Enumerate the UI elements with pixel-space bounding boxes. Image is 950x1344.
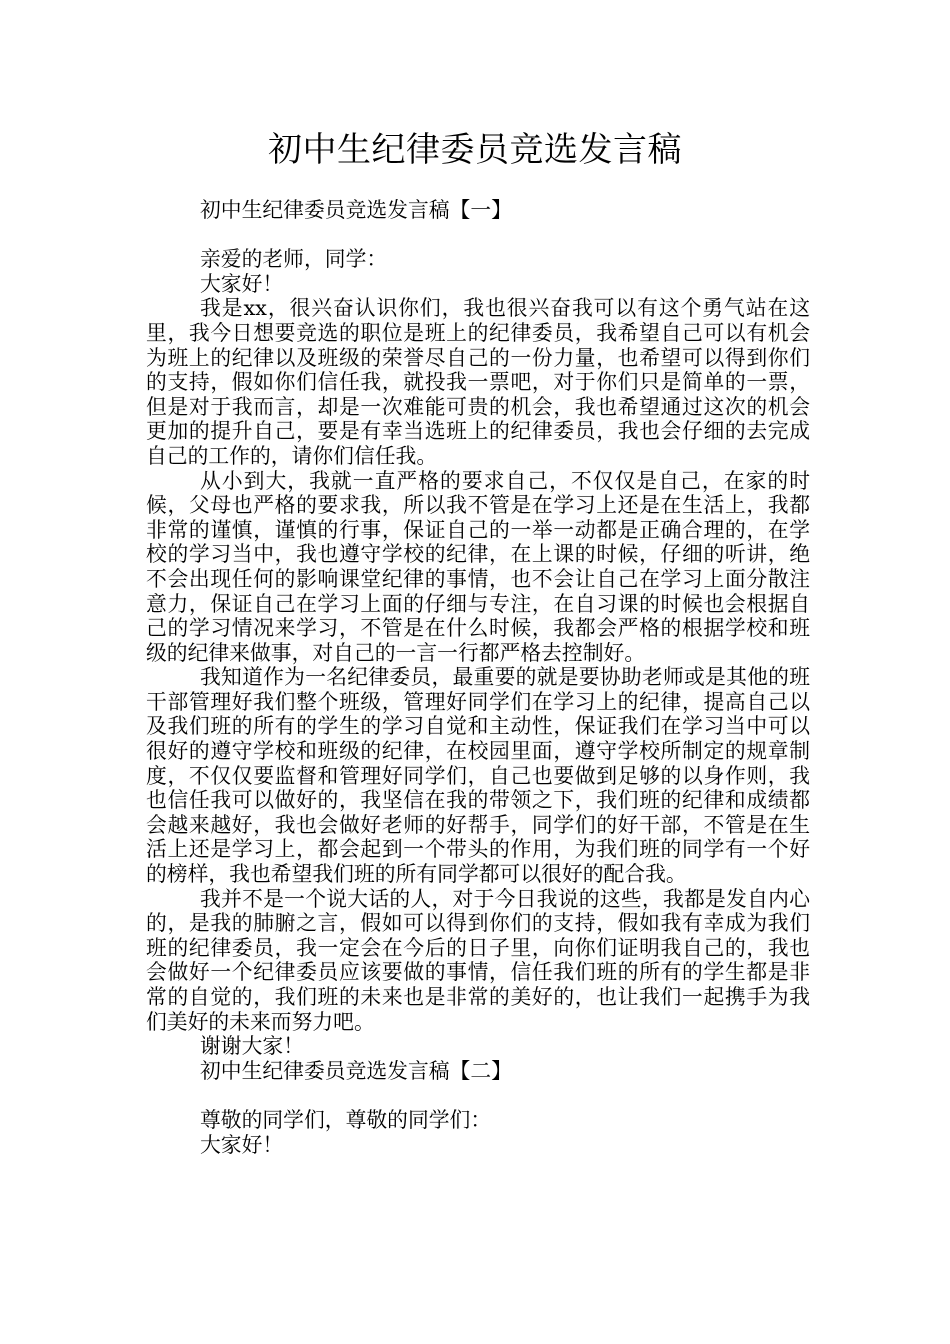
paragraph-4: 我并不是一个说大话的人，对于今日我说的这些，我都是发自内心的，是我的肺腑之言，假如可以得到你们的支持，假如我有幸成为我们班的纪律委员，我一定会在今后的日子里，向你们证明我自己的，我也会做好一个纪律委员应该要做的事情，信任我们班的所有的学生都是非常的自觉的，我们班的未来也是非常的美好的，也让我们一起携手为我们美好的未来而努力吧。 — [146, 886, 810, 1034]
greeting-one: 亲爱的老师，同学： — [200, 247, 388, 272]
paragraph-1: 我是xx，很兴奋认识你们，我也很兴奋我可以有这个勇气站在这里，我今日想要竞选的职位是班上的纪律委员，我希望自己可以有机会为班上的纪律以及班级的荣誉尽自己的一份力量，也希望可以得到你们的支持，假如你们信任我，就投我一票吧，对于你们只是简单的一票，但是对于我而言，却是一次难能可贵的机会，我也希望通过这次的机会更加的提升自己，要是有幸当选班上的纪律委员，我也会仔细的去完成自己的工作的，请你们信任我。 — [146, 296, 810, 468]
paragraph-2: 从小到大，我就一直严格的要求自己，不仅仅是自己，在家的时候，父母也严格的要求我，所以我不管是在学习上还是在生活上，我都非常的谨慎，谨慎的行事，保证自己的一举一动都是正确合理的，在学校的学习当中，我也遵守学校的纪律，在上课的时候，仔细的听讲，绝不会出现任何的影响课堂纪律的事情，也不会让自己在学习上面分散注意力，保证自己在学习上面的仔细与专注，在自习课的时候也会根据自己的学习情况来学习，不管是在什么时候，我都会严格的根据学校和班级的纪律来做事，对自己的一言一行都严格去控制好。 — [146, 468, 810, 665]
section-two-heading: 初中生纪律委员竞选发言稿【二】 — [200, 1058, 512, 1083]
paragraph-3: 我知道作为一名纪律委员，最重要的就是要协助老师或是其他的班干部管理好我们整个班级，管理好同学们在学习上的纪律，提高自己以及我们班的所有的学生的学习自觉和主动性，保证我们在学习当中可以很好的遵守学校和班级的纪律，在校园里面，遵守学校所制定的规章制度，不仅仅要监督和管理好同学们，自己也要做到足够的以身作则，我也信任我可以做好的，我坚信在我的带领之下，我们班的纪律和成绩都会越来越好，我也会做好老师的好帮手，同学们的好干部，不管是在生活上还是学习上，都会起到一个带头的作用，为我们班的同学有一个好的榜样，我也希望我们班的所有同学都可以很好的配合我。 — [146, 665, 810, 887]
document-title: 初中生纪律委员竞选发言稿 — [268, 130, 682, 170]
hello-one: 大家好！ — [200, 271, 284, 296]
document-body — [146, 198, 810, 1157]
blank-line — [146, 1083, 810, 1108]
greeting-two: 尊敬的同学们，尊敬的同学们： — [200, 1107, 492, 1132]
hello-two: 大家好！ — [200, 1132, 284, 1157]
section-one-heading: 初中生纪律委员竞选发言稿【一】 — [200, 198, 512, 222]
thanks-line: 谢谢大家！ — [200, 1034, 304, 1059]
blank-line — [146, 223, 810, 248]
